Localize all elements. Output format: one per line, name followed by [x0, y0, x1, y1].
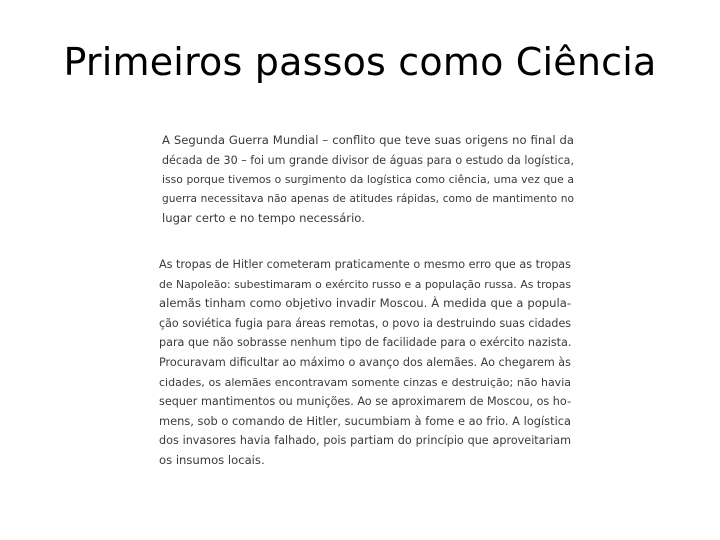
- paragraph-hitler-troops: [159, 255, 571, 471]
- text-line: alemãs tinham como objetivo invadir Moscou. À medida que a popula-: [159, 296, 571, 311]
- text-line: mens, sob o comando de Hitler, sucumbiam à fome e ao frio. A logística: [159, 413, 571, 428]
- text-line: para que não sobrasse nenhum tipo de facilidade para o exército nazista.: [159, 336, 571, 350]
- text-line: Procuravam dificultar ao máximo o avanço dos alemães. Ao chegarem às: [159, 355, 571, 369]
- text-line: os insumos locais.: [159, 452, 265, 467]
- slide-title: Primeiros passos como Ciência: [63, 40, 657, 84]
- text-line: dos invasores havia falhado, pois partiam do princípio que aproveitariam: [159, 434, 571, 448]
- text-line: ção soviética fugia para áreas remotas, o povo ia destruindo suas cidades: [159, 316, 571, 330]
- text-line: As tropas de Hitler cometeram praticamente o mesmo erro que as tropas: [159, 258, 571, 271]
- text-line: década de 30 – foi um grande divisor de águas para o estudo da logística,: [162, 153, 574, 167]
- text-line: cidades, os alemães encontravam somente cinzas e destruição; não havia: [159, 375, 571, 389]
- text-line: guerra necessitava não apenas de atitudes rápidas, como de mantimento no: [162, 192, 574, 205]
- text-line: A Segunda Guerra Mundial – conflito que teve suas origens no final da: [162, 133, 574, 147]
- text-line: de Napoleão: subestimaram o exército russo e a população russa. As tropas: [159, 277, 571, 291]
- text-line: isso porque tivemos o surgimento da logística como ciência, uma vez que a: [162, 173, 574, 187]
- text-line: lugar certo e no tempo necessário.: [162, 211, 365, 226]
- paragraph-ww2-logistics: [162, 131, 574, 229]
- text-line: sequer mantimentos ou munições. Ao se aproximarem de Moscou, os ho-: [159, 395, 571, 409]
